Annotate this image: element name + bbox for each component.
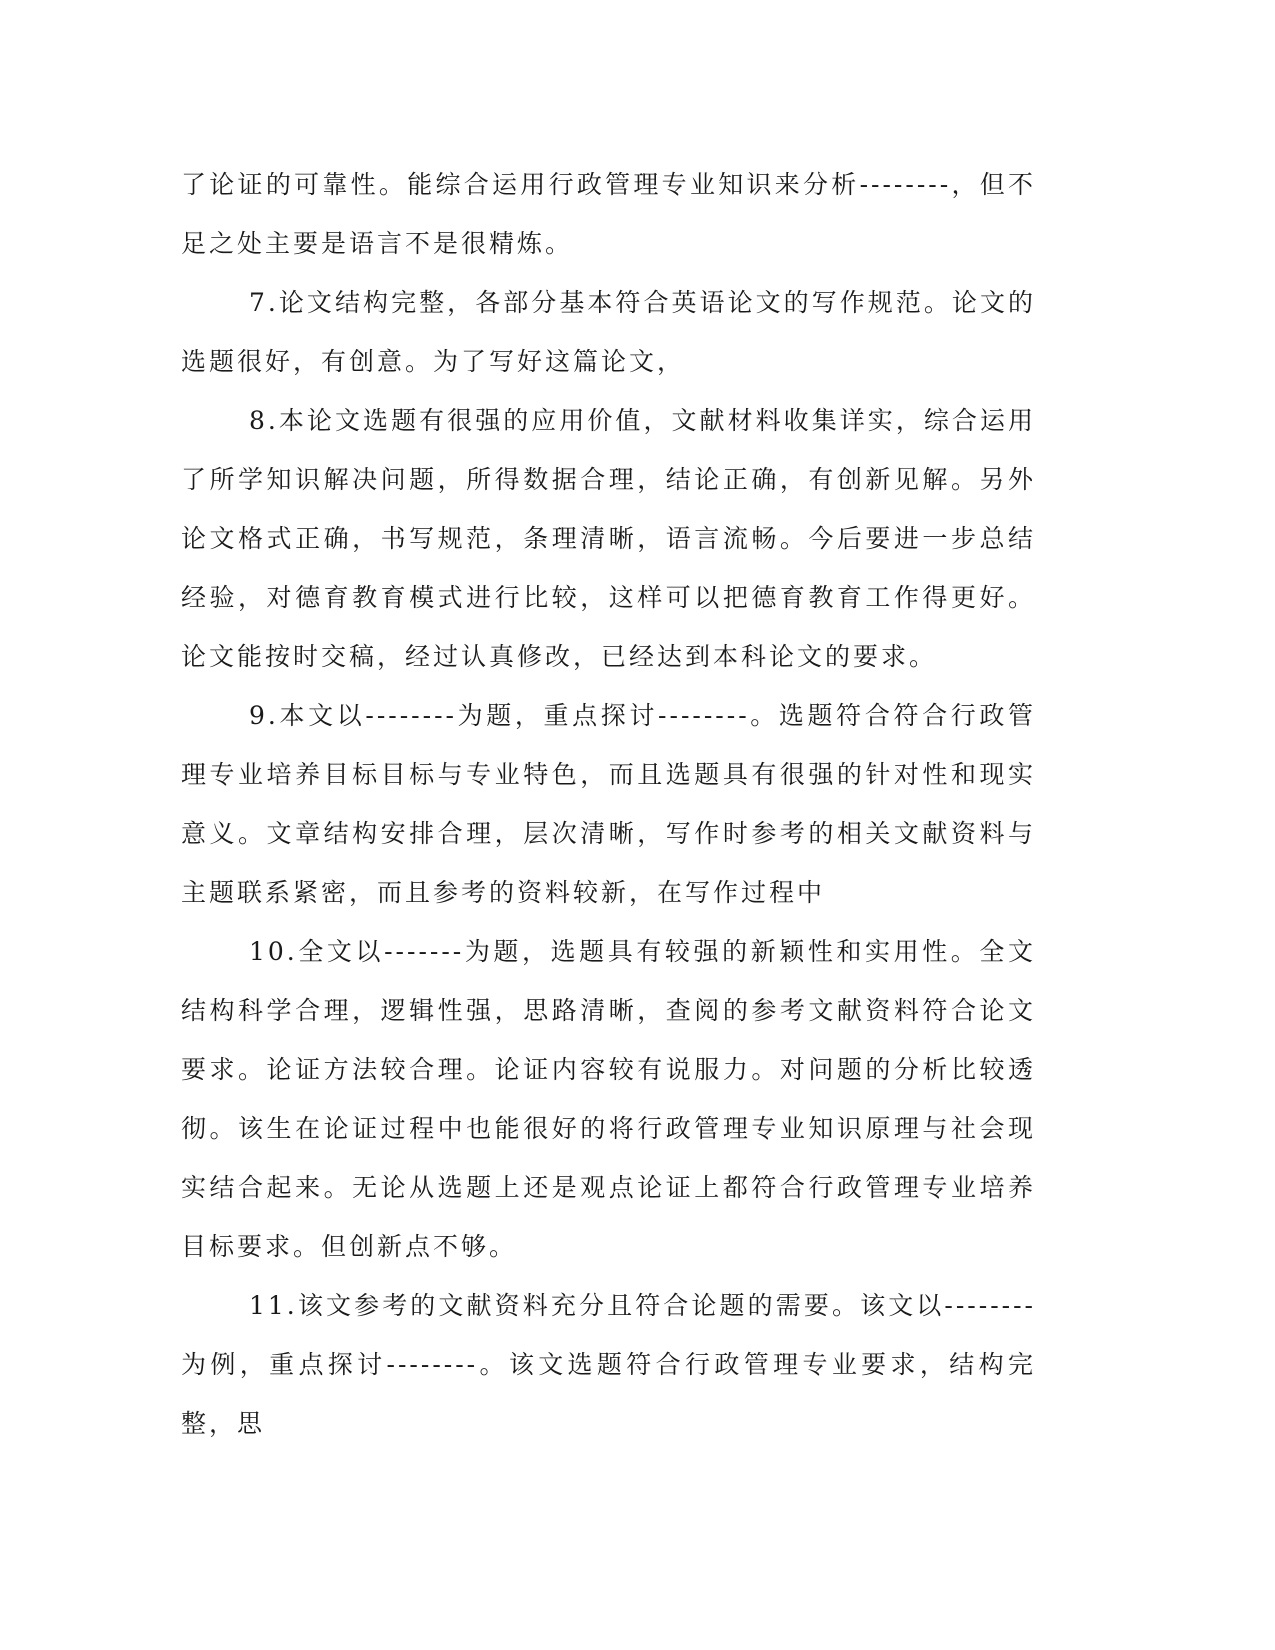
document-body: [181, 155, 1036, 1453]
paragraph-7: 7.论文结构完整，各部分基本符合英语论文的写作规范。论文的选题很好，有创意。为了写好这篇论文，: [181, 288, 1036, 376]
paragraph-11: 11.该文参考的文献资料充分且符合论题的需要。该文以--------为例，重点探讨--------。该文选题符合行政管理专业要求，结构完整，思: [181, 1291, 1036, 1438]
paragraph-8: 8.本论文选题有很强的应用价值，文献材料收集详实，综合运用了所学知识解决问题，所得数据合理，结论正确，有创新见解。另外论文格式正确，书写规范，条理清晰，语言流畅。今后要进一步总结经验，对德育教育模式进行比较，这样可以把德育教育工作得更好。论文能按时交稿，经过认真修改，已经达到本科论文的要求。: [181, 406, 1036, 671]
paragraph-continuation: 了论证的可靠性。能综合运用行政管理专业知识来分析--------，但不足之处主要是语言不是很精炼。: [181, 170, 1036, 258]
paragraph-10: 10.全文以-------为题，选题具有较强的新颖性和实用性。全文结构科学合理，逻辑性强，思路清晰，查阅的参考文献资料符合论文要求。论证方法较合理。论证内容较有说服力。对问题的分析比较透彻。该生在论证过程中也能很好的将行政管理专业知识原理与社会现实结合起来。无论从选题上还是观点论证上都符合行政管理专业培养目标要求。但创新点不够。: [181, 937, 1036, 1261]
paragraph-9: 9.本文以--------为题，重点探讨--------。选题符合符合行政管理专业培养目标目标与专业特色，而且选题具有很强的针对性和现实意义。文章结构安排合理，层次清晰，写作时参考的相关文献资料与主题联系紧密，而且参考的资料较新，在写作过程中: [181, 701, 1036, 907]
